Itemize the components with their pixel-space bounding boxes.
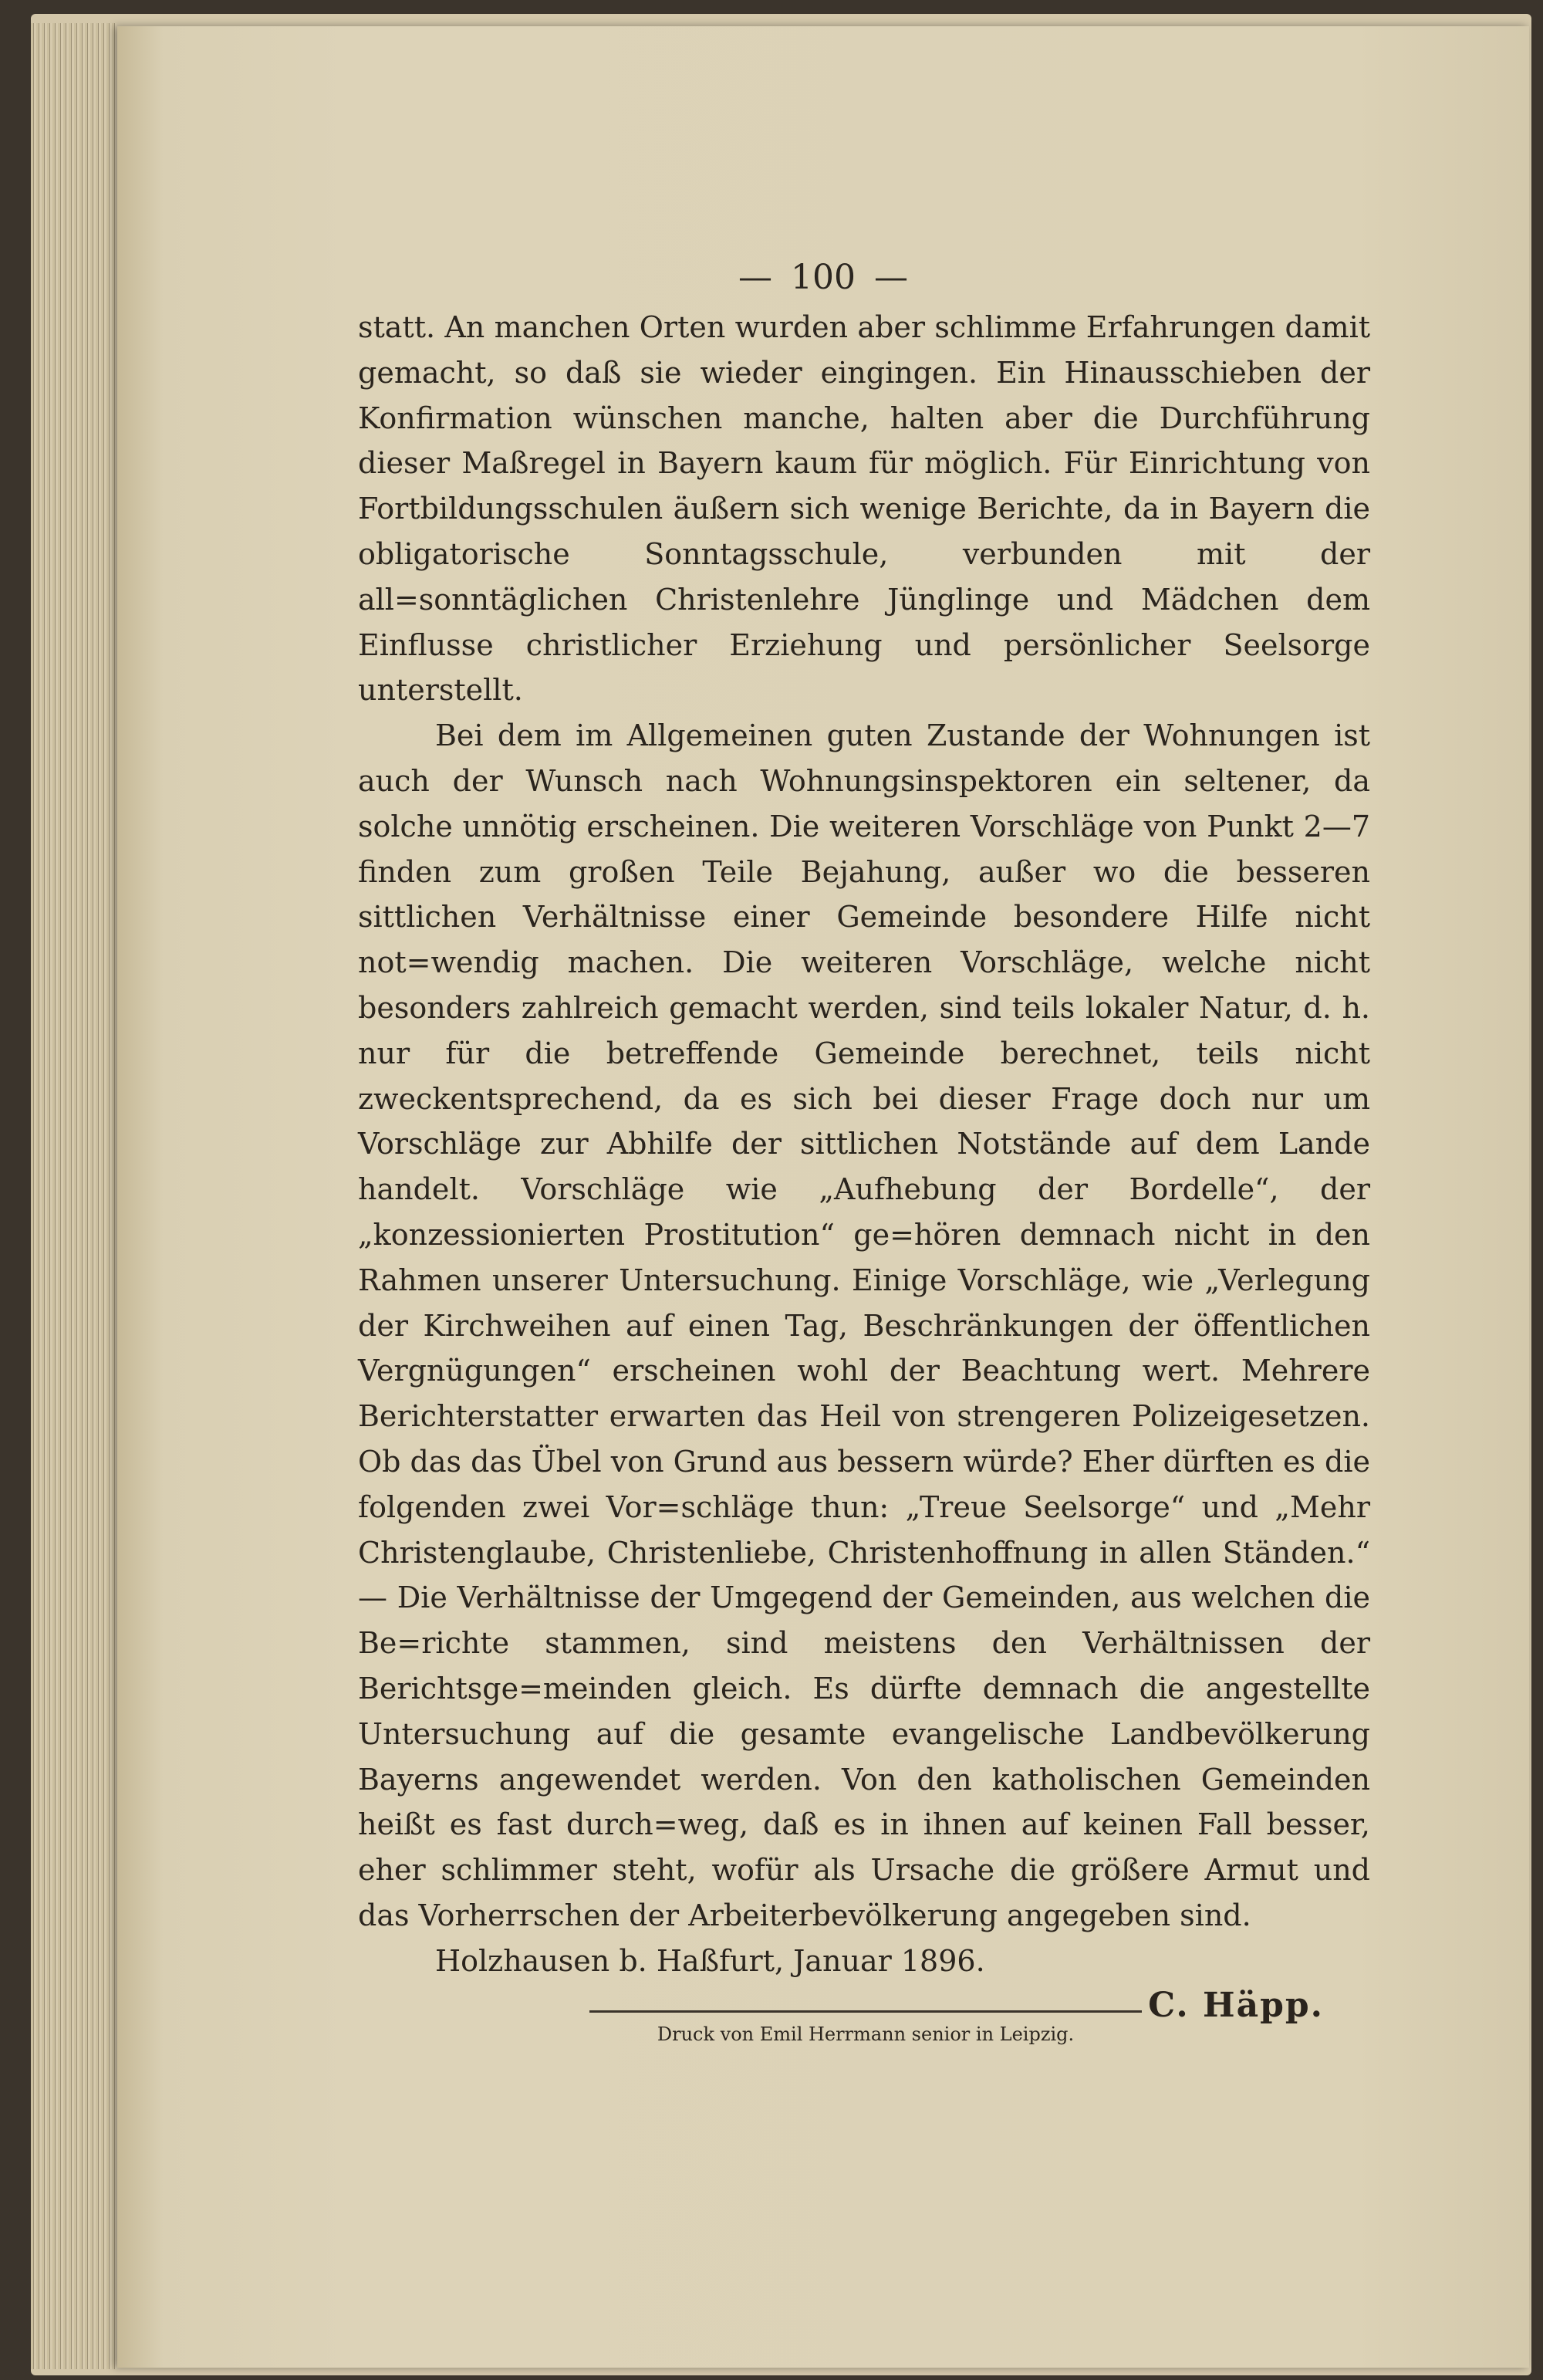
signature: C. Häpp. <box>1148 1986 1324 2026</box>
dash-left: — <box>738 258 772 297</box>
dash-right: — <box>873 258 908 297</box>
imprint-rule <box>589 2010 1142 2013</box>
paragraph-2: Bei dem im Allgemeinen guten Zustande der Wohnungen ist auch der Wunsch nach Wohnungsinspektoren ein seltener, da solche unnötig erscheinen. Die weiteren Vorschläge von Punkt 2—7 finden zum großen Teile Bejahung, außer wo die besseren sittlichen Verhältnisse einer Gemeinde besondere Hilfe nicht not=wendig machen. Die weiteren Vorschläge, welche nicht besonders zahlreich gemacht werden, sind teils lokaler Natur, d. h. nur für die betreffende Gemeinde berechnet, teils nicht zweckentsprechend, da es sich bei dieser Frage doch nur um Vorschläge zur Abhilfe der sittlichen Notstände auf dem Lande handelt. Vorschläge wie „Aufhebung der Bordelle“, der „konzessionierten Prostitution“ ge=hören demnach nicht in den Rahmen unserer Untersuchung. Einige Vorschläge, wie „Verlegung der Kirchweihen auf einen Tag, Beschränkungen der öffentlichen Vergnügungen“ erscheinen wohl der Beachtung wert. Mehrere Berichterstatter erwarten das Heil von strengeren Polizeigesetzen. Ob das das Übel von Grund aus bessern würde? Eher dürften es die folgenden zwei Vor=schläge thun: „Treue Seelsorge“ und „Mehr Christenglaube, Christenliebe, Christenhoffnung in allen Ständen.“ — Die Verhältnisse der Umgegend der Gemeinden, aus welchen die Be=richte stammen, sind meistens den Verhältnissen der Berichtsge=meinden gleich. Es dürfte demnach die angestellte Untersuchung auf die gesamte evangelische Landbevölkerung Bayerns angewendet werden. Von den katholischen Gemeinden heißt es fast durch=weg, daß es in ihnen auf keinen Fall besser, eher schlimmer steht, wofür als Ursache die größere Armut und das Vorherrschen der Arbeiterbevölkerung angegeben sind. <box>358 718 1371 1932</box>
closing <box>358 1939 1370 1984</box>
page-number-header <box>117 258 1529 297</box>
body-text <box>358 305 1370 2030</box>
page-number: 100 <box>791 258 856 297</box>
paragraph-1: statt. An manchen Orten wurden aber schlimme Erfahrungen damit gemacht, so daß sie wieder eingingen. Ein Hinausschieben der Konfirmation wünschen manche, halten aber die Durchführung dieser Maßregel in Bayern kaum für möglich. Für Einrichtung von Fortbildungsschulen äußern sich wenige Berichte, da in Bayern die obligatorische Sonntagsschule, verbunden mit der all=sonntäglichen Christenlehre Jünglinge und Mädchen dem Einflusse christlicher Erziehung und persönlicher Seelsorge unterstellt. <box>358 310 1370 708</box>
place-date: Holzhausen b. Haßfurt, Januar 1896. <box>435 1943 985 1978</box>
page-edges <box>31 23 117 2369</box>
printer-imprint: Druck von Emil Herrmann senior in Leipzig. <box>657 2023 1075 2045</box>
